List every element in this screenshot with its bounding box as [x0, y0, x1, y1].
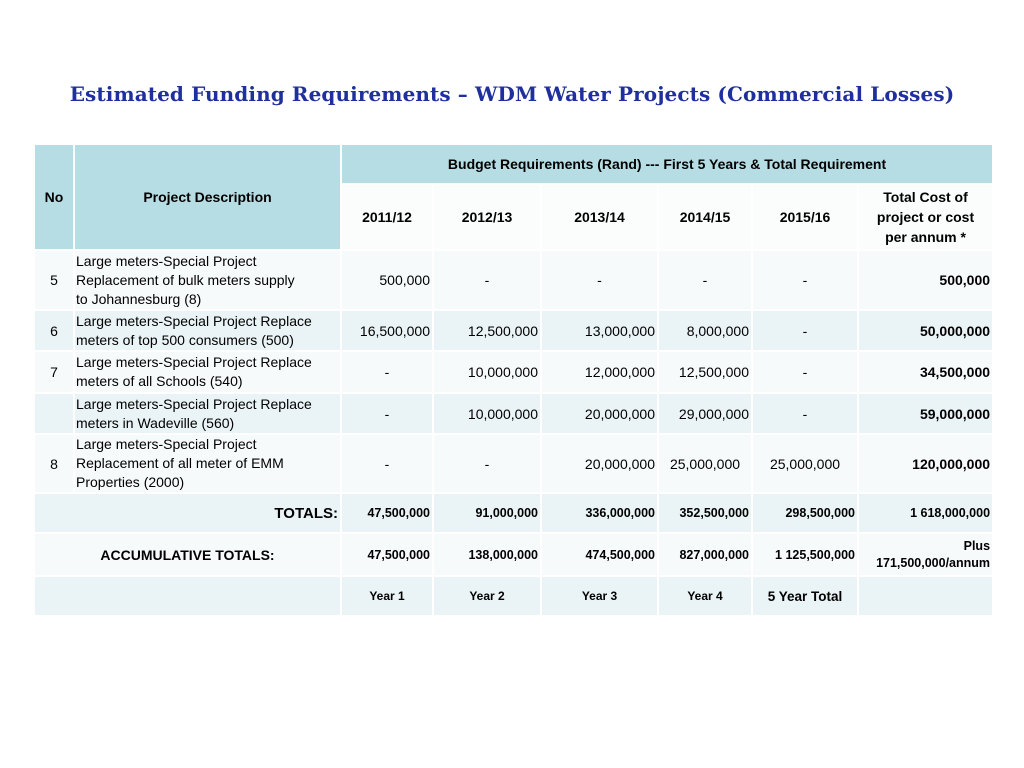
- desc-line: Properties (2000): [76, 474, 185, 490]
- row-value: 12,500,000: [658, 351, 752, 393]
- row-value: -: [752, 393, 858, 434]
- accumulative-value: 1 125,500,000: [752, 533, 858, 576]
- row-value: 13,000,000: [541, 310, 658, 351]
- row-no: 6: [34, 310, 74, 351]
- year-label: Year 2: [433, 576, 541, 616]
- row-value: 20,000,000: [541, 434, 658, 493]
- row-value: 10,000,000: [433, 351, 541, 393]
- header-description: Project Description: [74, 144, 341, 250]
- totals-value: 47,500,000: [341, 493, 433, 533]
- row-value: -: [752, 310, 858, 351]
- header-total-line: project or cost: [876, 209, 975, 225]
- row-value: 20,000,000: [541, 393, 658, 434]
- table-row: [34, 434, 993, 493]
- header-total-line: Total Cost of: [883, 189, 968, 205]
- header-no: No: [34, 144, 74, 250]
- desc-line: meters of top 500 consumers (500): [76, 331, 294, 348]
- accumulative-value: 827,000,000: [658, 533, 752, 576]
- totals-label: TOTALS:: [34, 493, 341, 533]
- totals-grand: 1 618,000,000: [858, 493, 993, 533]
- row-value: 25,000,000: [658, 434, 752, 493]
- header-year: 2011/12: [341, 184, 433, 250]
- header-year: 2014/15: [658, 184, 752, 250]
- desc-line: Large meters-Special Project: [76, 252, 257, 269]
- year-labels-empty: [858, 576, 993, 616]
- year-label: Year 4: [658, 576, 752, 616]
- row-description: [74, 434, 341, 493]
- row-total: 120,000,000: [858, 434, 993, 493]
- desc-line: Large meters-Special Project Replace: [76, 395, 312, 412]
- row-value: 12,000,000: [541, 351, 658, 393]
- year-label-total: 5 Year Total: [752, 576, 858, 616]
- funding-table: [33, 143, 994, 617]
- row-value: 500,000: [341, 250, 433, 310]
- accumulative-label: ACCUMULATIVE TOTALS:: [34, 533, 341, 576]
- year-labels-row: [34, 576, 993, 616]
- page-title: Estimated Funding Requirements – WDM Water Projects (Commercial Losses): [69, 82, 955, 106]
- row-value: -: [658, 250, 752, 310]
- header-year: 2015/16: [752, 184, 858, 250]
- totals-value: 352,500,000: [658, 493, 752, 533]
- desc-line: Replacement of bulk meters supply: [76, 271, 295, 288]
- header-year: 2013/14: [541, 184, 658, 250]
- row-value: -: [341, 351, 433, 393]
- table-row: [34, 310, 993, 351]
- desc-line: Large meters-Special Project: [76, 436, 257, 452]
- desc-line: to Johannesburg (8): [76, 290, 202, 307]
- row-description: [74, 250, 341, 310]
- year-label: Year 1: [341, 576, 433, 616]
- year-labels-spacer: [34, 576, 341, 616]
- totals-row: [34, 493, 993, 533]
- row-description: [74, 393, 341, 434]
- header-row-1: [34, 144, 993, 184]
- header-budget: Budget Requirements (Rand) --- First 5 Years & Total Requirement: [341, 144, 993, 184]
- accumulative-grand: [858, 533, 993, 576]
- year-label: Year 3: [541, 576, 658, 616]
- row-value: 8,000,000: [658, 310, 752, 351]
- row-value: 29,000,000: [658, 393, 752, 434]
- accumulative-grand-line: Plus: [963, 538, 991, 553]
- totals-value: 336,000,000: [541, 493, 658, 533]
- header-total-cost: [858, 184, 993, 250]
- header-total-line: per annum *: [885, 229, 966, 245]
- table-row: [34, 351, 993, 393]
- desc-line: Large meters-Special Project Replace: [76, 312, 312, 329]
- row-value: 12,500,000: [433, 310, 541, 351]
- row-value: -: [433, 434, 541, 493]
- desc-line: meters of all Schools (540): [76, 373, 243, 389]
- accumulative-row: [34, 533, 993, 576]
- table-row: [34, 393, 993, 434]
- row-no: 8: [34, 434, 74, 493]
- row-value: -: [541, 250, 658, 310]
- row-value: -: [341, 393, 433, 434]
- desc-line: Replacement of all meter of EMM: [76, 455, 284, 471]
- row-value: 25,000,000: [752, 434, 858, 493]
- row-total: 50,000,000: [858, 310, 993, 351]
- totals-value: 91,000,000: [433, 493, 541, 533]
- accumulative-value: 47,500,000: [341, 533, 433, 576]
- row-total: 34,500,000: [858, 351, 993, 393]
- row-value: 10,000,000: [433, 393, 541, 434]
- row-no: [34, 393, 74, 434]
- accumulative-value: 138,000,000: [433, 533, 541, 576]
- accumulative-value: 474,500,000: [541, 533, 658, 576]
- desc-line: Large meters-Special Project Replace: [76, 354, 312, 370]
- desc-line: meters in Wadeville (560): [76, 414, 235, 431]
- row-description: [74, 310, 341, 351]
- row-no: 5: [34, 250, 74, 310]
- totals-value: 298,500,000: [752, 493, 858, 533]
- row-value: -: [752, 250, 858, 310]
- row-value: -: [341, 434, 433, 493]
- row-total: 500,000: [858, 250, 993, 310]
- header-year: 2012/13: [433, 184, 541, 250]
- table-row: [34, 250, 993, 310]
- row-value: -: [752, 351, 858, 393]
- accumulative-grand-line: 171,500,000/annum: [876, 555, 991, 570]
- row-value: -: [433, 250, 541, 310]
- row-value: 16,500,000: [341, 310, 433, 351]
- row-no: 7: [34, 351, 74, 393]
- row-description: [74, 351, 341, 393]
- row-total: 59,000,000: [858, 393, 993, 434]
